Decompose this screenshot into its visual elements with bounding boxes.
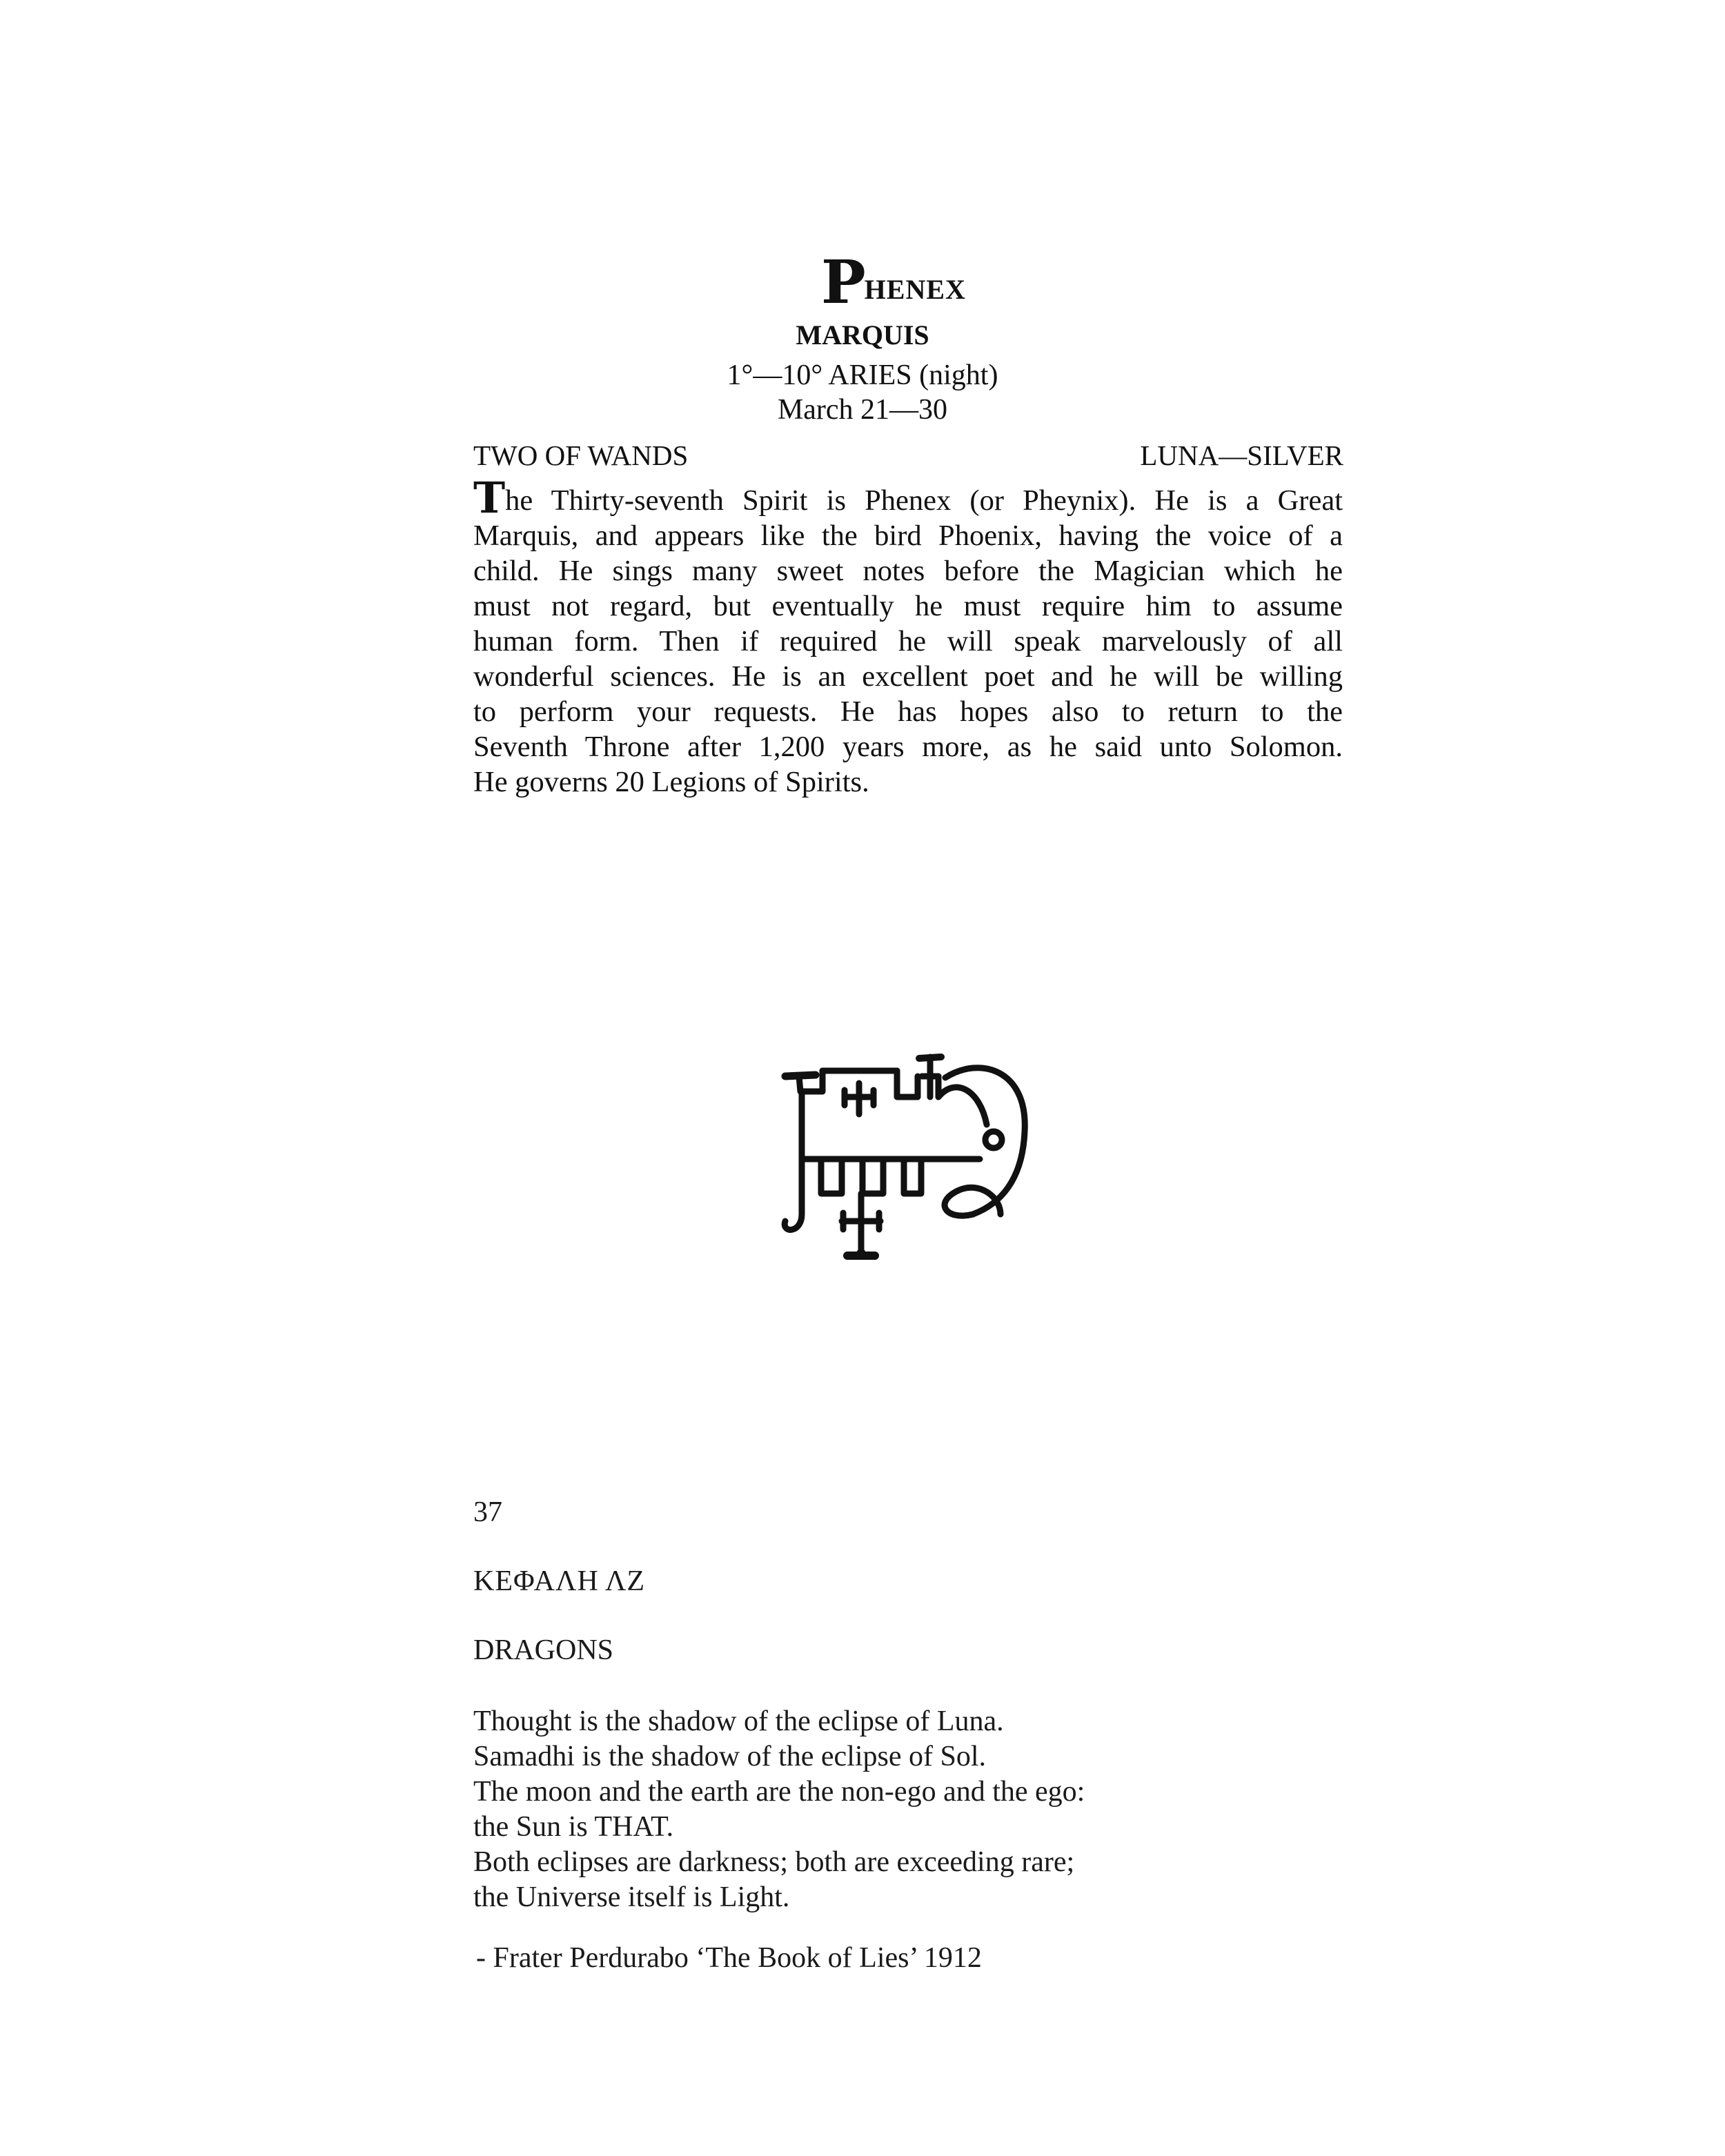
poem bbox=[473, 1704, 1085, 1915]
description-line: human form. Then if required he will speak marvelously of all bbox=[473, 625, 1343, 657]
description-line: He governs 20 Legions of Spirits. bbox=[473, 766, 869, 798]
spirit-title bbox=[821, 248, 1028, 317]
chapter-number: 37 bbox=[473, 1496, 502, 1528]
attribution: - Frater Perdurabo ‘The Book of Lies’ 1912 bbox=[476, 1942, 982, 1974]
poem-line: Thought is the shadow of the eclipse of Luna. bbox=[473, 1705, 1004, 1737]
spirit-description bbox=[473, 473, 1343, 800]
description-line: child. He sings many sweet notes before the Magician which he bbox=[473, 555, 1343, 587]
description-line: Seventh Throne after 1,200 years more, as he said unto Solomon. bbox=[473, 731, 1343, 763]
title-rest: HENEX bbox=[864, 274, 966, 305]
description-line: to perform your requests. He has hopes also to return to the bbox=[473, 695, 1343, 728]
title-initial: P bbox=[821, 248, 865, 317]
description-line: Marquis, and appears like the bird Phoenix, having the voice of a bbox=[473, 520, 1343, 552]
zodiac-degrees: 1°—10° ARIES (night) bbox=[727, 359, 998, 391]
planet-metal: LUNA—SILVER bbox=[1140, 439, 1343, 471]
poem-line: The moon and the earth are the non-ego and the ego: bbox=[473, 1776, 1085, 1808]
description-line: wonderful sciences. He is an excellent poet and he will be willing bbox=[473, 660, 1343, 693]
poem-line: the Universe itself is Light. bbox=[473, 1881, 790, 1913]
date-range: March 21—30 bbox=[777, 394, 948, 426]
poem-line: Samadhi is the shadow of the eclipse of Sol. bbox=[473, 1741, 987, 1772]
description-line: must not regard, but eventually he must require him to assume bbox=[473, 590, 1343, 622]
tarot-card: TWO OF WANDS bbox=[473, 439, 689, 471]
spirit-rank: MARQUIS bbox=[796, 319, 929, 350]
chapter-greek-title: ΚΕΦΑΛΗ ΛΖ bbox=[473, 1565, 646, 1597]
description-dropcap: T bbox=[473, 473, 506, 523]
phenex-sigil-icon bbox=[773, 1049, 1049, 1276]
poem-line: Both eclipses are darkness; both are exceeding rare; bbox=[473, 1846, 1075, 1878]
chapter-name: DRAGONS bbox=[473, 1634, 614, 1666]
description-line: The Thirty-seventh Spirit is Phenex (or Pheynix). He is a Great bbox=[473, 473, 1343, 523]
poem-line: the Sun is THAT. bbox=[473, 1811, 674, 1843]
